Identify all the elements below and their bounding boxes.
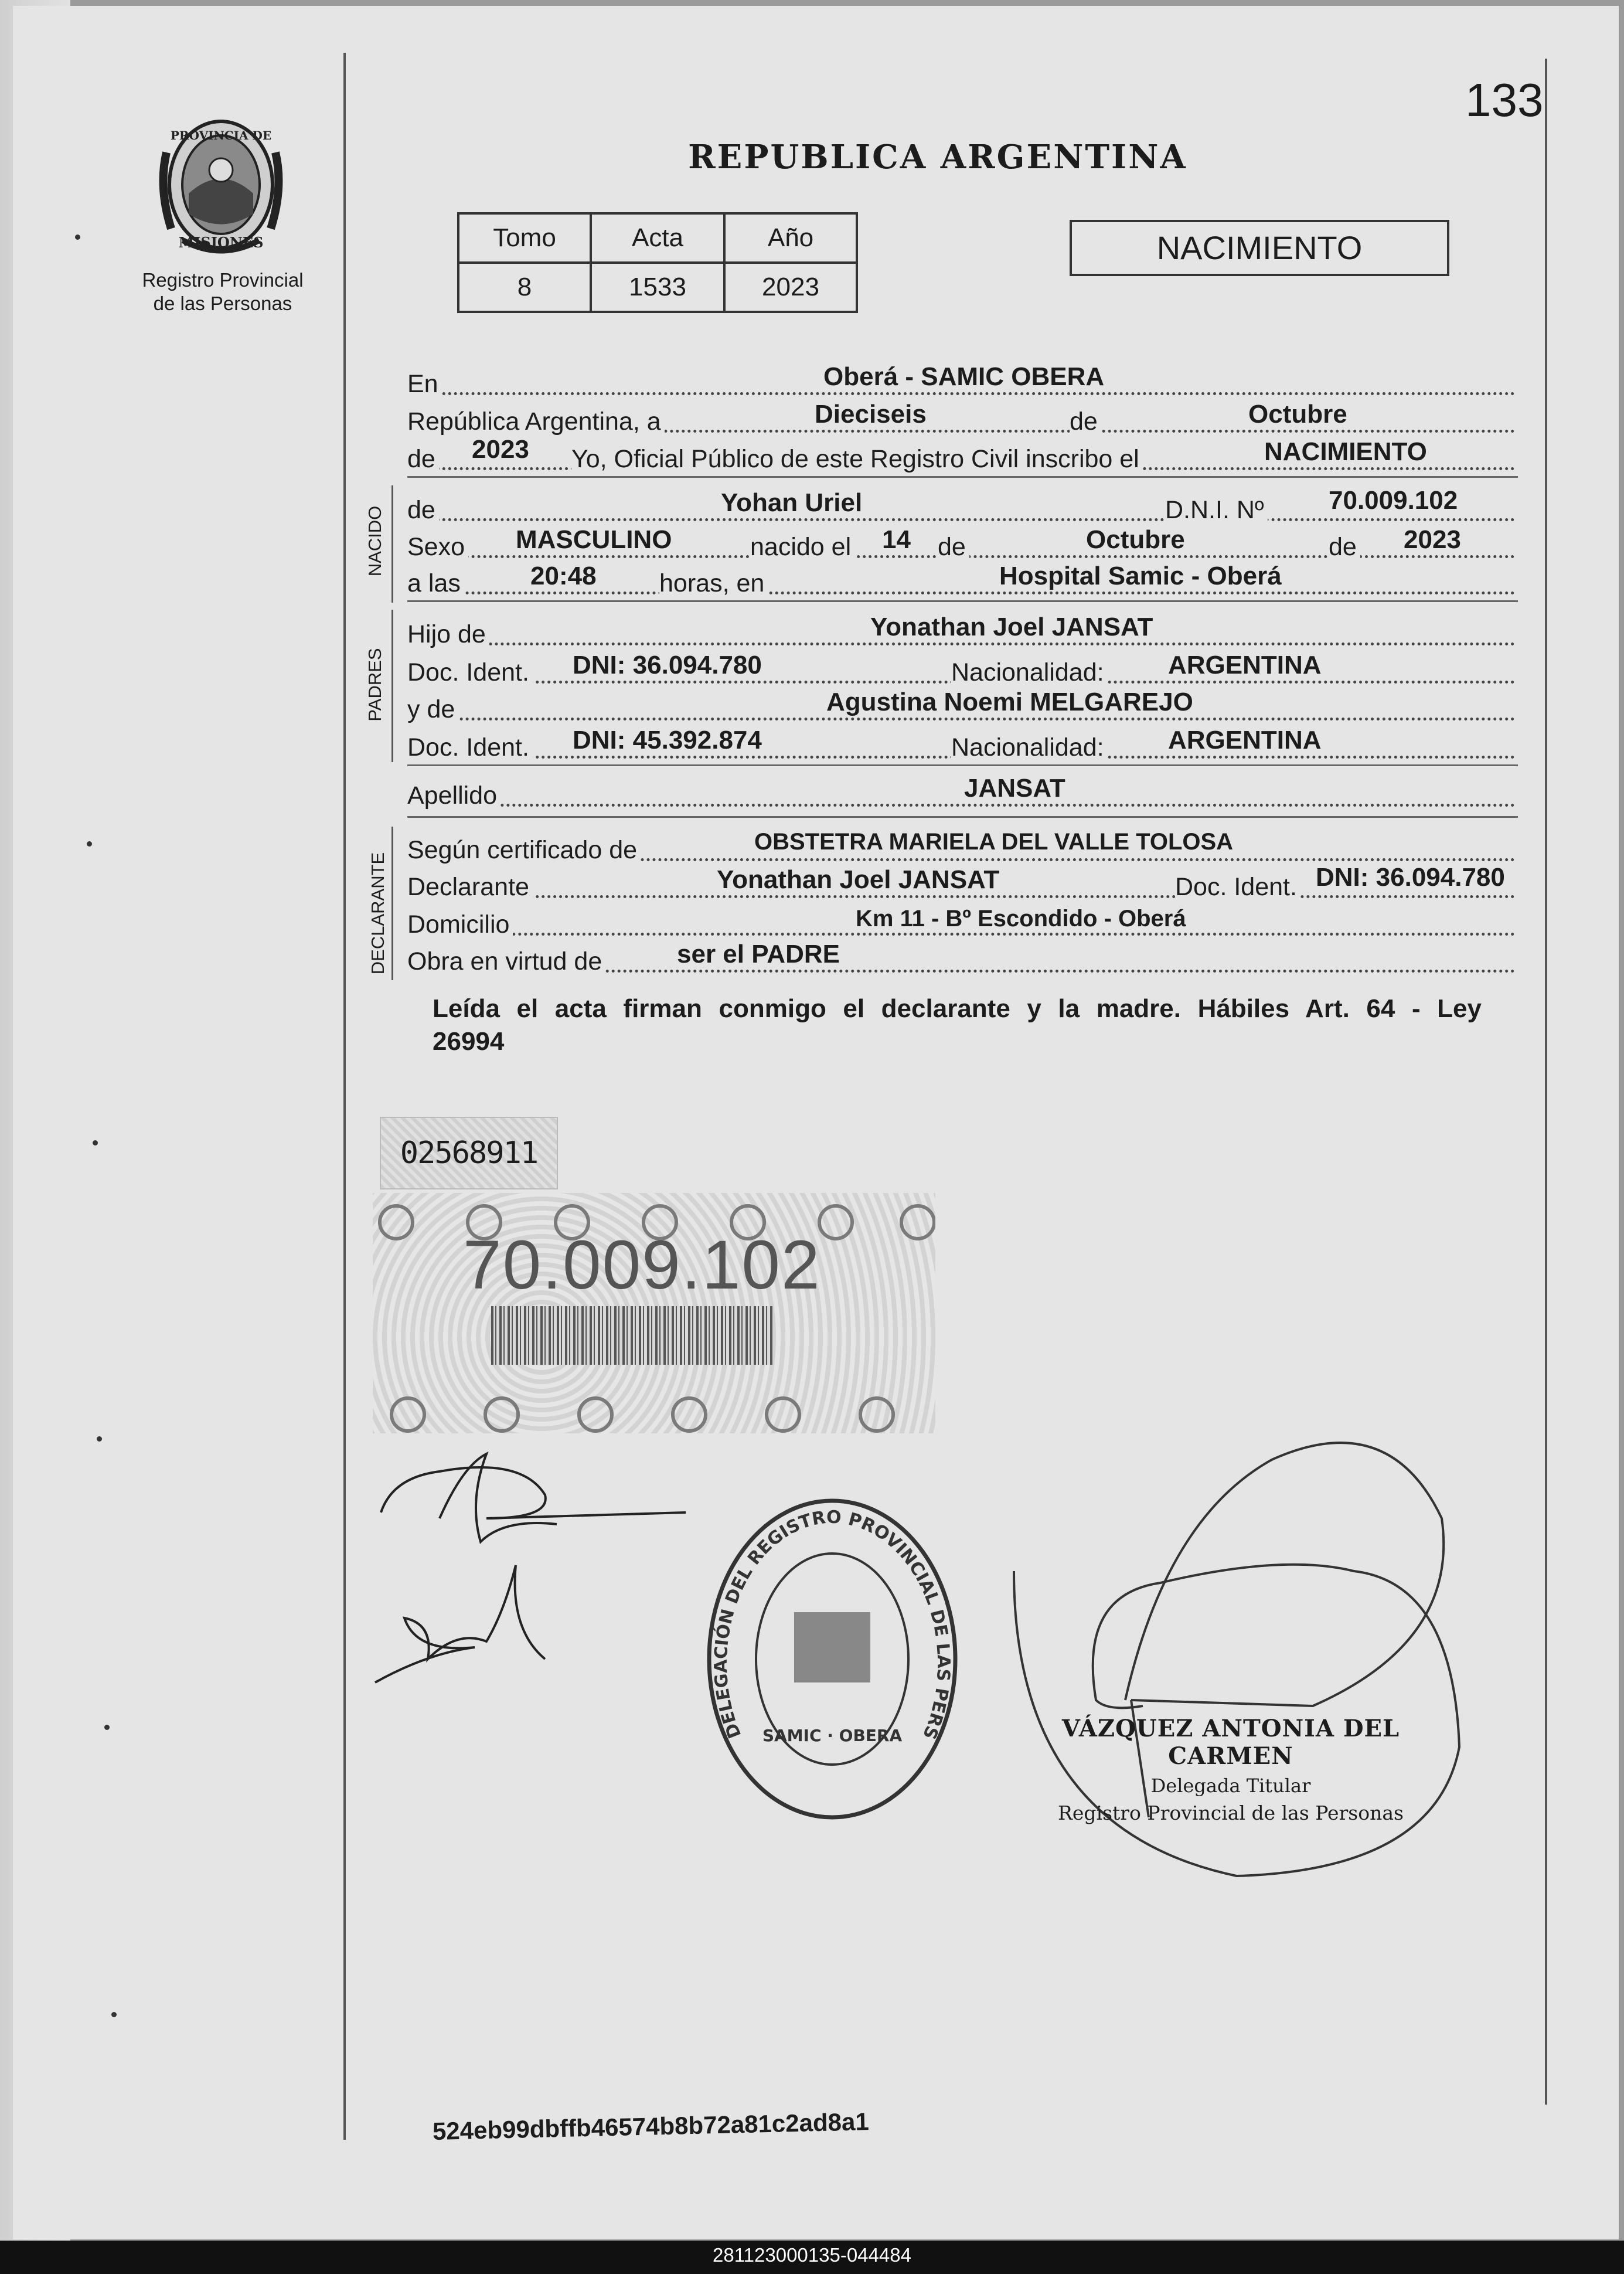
- label-domicilio: Domicilio: [407, 910, 513, 939]
- value-mother-doc: DNI: 45.392.874: [573, 726, 762, 754]
- value-father-nat: ARGENTINA: [1168, 651, 1322, 679]
- line-place: [407, 363, 1515, 402]
- line-date: [407, 401, 1515, 440]
- line-apellido: [407, 775, 1515, 814]
- document-title: REPUBLICA ARGENTINA: [688, 138, 1187, 176]
- official-role: Delegada Titular: [1150, 1775, 1311, 1797]
- label-de2: de: [407, 445, 439, 474]
- label-y-de: y de: [407, 695, 458, 724]
- divider: [407, 476, 1518, 478]
- signature-declarante: [369, 1430, 697, 1551]
- footer-code: 281123000135-044484: [713, 2244, 911, 2266]
- label-en: En: [407, 370, 442, 399]
- closing-note-line2: 26994: [433, 1027, 505, 1056]
- value-certificado: OBSTETRA MARIELA DEL VALLE TOLOSA: [754, 829, 1234, 855]
- right-margin-rule: [1545, 59, 1547, 2105]
- signature-madre: [369, 1548, 563, 1691]
- value-mother-nat: ARGENTINA: [1168, 726, 1322, 754]
- line-time: [407, 563, 1515, 601]
- divider: [407, 816, 1518, 818]
- record-type-box: NACIMIENTO: [1070, 220, 1449, 276]
- value-obra: ser el PADRE: [677, 940, 840, 968]
- line-birth: [407, 526, 1515, 565]
- value-mother: Agustina Noemi MELGAREJO: [826, 688, 1193, 716]
- label-sexo: Sexo: [407, 533, 468, 562]
- section-rule-padres: [391, 610, 393, 762]
- official-stamp: [1037, 1715, 1424, 1824]
- line-father: [407, 614, 1515, 652]
- svg-text:MISIONES: MISIONES: [178, 234, 264, 251]
- value-tomo: 8: [458, 263, 591, 312]
- left-margin-rule: [343, 53, 346, 2140]
- value-birth-month: Octubre: [1086, 525, 1185, 554]
- label-inscribe: Yo, Oficial Público de este Registro Civil inscribo el: [571, 445, 1143, 474]
- value-father: Yonathan Joel JANSAT: [870, 613, 1153, 641]
- section-label-declarante: DECLARANTE: [367, 852, 388, 975]
- provincia-seal-logo: [154, 111, 288, 264]
- label-nac-father: Nacionalidad:: [951, 658, 1108, 687]
- registry-line2: de las Personas: [153, 293, 292, 314]
- value-year: 2023: [472, 435, 529, 464]
- label-dni: D.N.I. Nº: [1165, 496, 1268, 525]
- label-hijo-de: Hijo de: [407, 620, 489, 649]
- punch-dot: [93, 1140, 98, 1146]
- closing-note-line1: Leída el acta firman conmigo el declarante y la madre. Hábiles Art. 64 - Ley: [433, 994, 1482, 1023]
- svg-text:DELEGACIÓN DEL REGISTRO PROVIN: DELEGACIÓN DEL REGISTRO PROVINCIAL DE LAS PERS: [710, 1507, 954, 1742]
- sticker-dni-number: 70.009.102: [463, 1226, 821, 1304]
- line-father-doc: [407, 652, 1515, 691]
- punch-dot: [75, 234, 80, 240]
- registry-line1: Registro Provincial: [142, 269, 304, 291]
- punch-dot: [111, 2012, 117, 2017]
- line-obra: [407, 941, 1515, 980]
- label-de-month: de: [938, 533, 969, 562]
- divider: [407, 764, 1518, 766]
- label-horas: horas, en: [659, 569, 768, 598]
- label-doc-declarante: Doc. Ident.: [1175, 873, 1300, 902]
- value-declarante: Yonathan Joel JANSAT: [717, 865, 1000, 894]
- label-nac-mother: Nacionalidad:: [951, 733, 1108, 762]
- value-inscribe: NACIMIENTO: [1264, 437, 1427, 466]
- punch-dot: [87, 841, 92, 847]
- value-child-name: Yohan Uriel: [721, 488, 863, 517]
- registry-round-stamp: [700, 1489, 964, 1832]
- label-doc-mother: Doc. Ident.: [407, 733, 533, 762]
- barcode: [491, 1306, 772, 1365]
- certificate-page: [13, 6, 1619, 2239]
- label-doc-father: Doc. Ident.: [407, 658, 533, 687]
- value-day: Dieciseis: [815, 400, 927, 429]
- label-apellido: Apellido: [407, 781, 501, 810]
- value-time: 20:48: [530, 562, 597, 590]
- label-declarante: Declarante: [407, 873, 533, 902]
- punch-dot: [104, 1725, 110, 1730]
- svg-text:SAMIC · OBERA: SAMIC · OBERA: [762, 1726, 903, 1745]
- value-apellido: JANSAT: [964, 774, 1065, 803]
- line-domicilio: [407, 904, 1515, 943]
- serial-number: 02568911: [380, 1117, 558, 1189]
- label-alas: a las: [407, 569, 464, 598]
- value-month: Octubre: [1248, 400, 1347, 429]
- value-father-doc: DNI: 36.094.780: [573, 651, 762, 679]
- record-table: [457, 212, 858, 313]
- section-rule-declarante: [391, 827, 393, 980]
- value-ano: 2023: [724, 263, 857, 312]
- page-number: 133: [1465, 74, 1544, 126]
- punch-dot: [97, 1436, 102, 1442]
- line-declarante: [407, 863, 1515, 905]
- section-label-padres: PADRES: [365, 648, 385, 722]
- line-mother-doc: [407, 727, 1515, 766]
- value-birth-place: Hospital Samic - Oberá: [999, 562, 1282, 590]
- section-rule-nacido: [391, 485, 393, 603]
- header-ano: Año: [724, 213, 857, 263]
- label-nacido-el: nacido el: [750, 533, 854, 562]
- line-inscribe: [407, 435, 1515, 477]
- value-sexo: MASCULINO: [516, 525, 672, 554]
- registry-name: [120, 268, 325, 315]
- line-name: [407, 486, 1515, 528]
- header-acta: Acta: [591, 213, 724, 263]
- label-de-year: de: [1329, 533, 1360, 562]
- label-obra: Obra en virtud de: [407, 947, 605, 976]
- divider: [407, 600, 1518, 602]
- label-country: República Argentina, a: [407, 407, 665, 436]
- value-birth-year: 2023: [1404, 525, 1461, 554]
- value-birth-day: 14: [882, 525, 911, 554]
- value-child-dni: 70.009.102: [1329, 486, 1458, 515]
- official-name: VÁZQUEZ ANTONIA DEL CARMEN: [1061, 1715, 1400, 1770]
- value-domicilio: Km 11 - Bº Escondido - Oberá: [856, 906, 1186, 932]
- label-certificado: Según certificado de: [407, 836, 641, 865]
- value-place: Oberá - SAMIC OBERA: [823, 362, 1105, 391]
- section-label-nacido: NACIDO: [365, 505, 385, 577]
- header-tomo: Tomo: [458, 213, 591, 263]
- svg-text:PROVINCIA DE: PROVINCIA DE: [170, 128, 272, 142]
- label-de: de: [1070, 407, 1101, 436]
- document-hash: 524eb99dbffb46574b8b72a81c2ad8a1: [432, 2108, 870, 2145]
- value-doc-declarante: DNI: 36.094.780: [1316, 863, 1505, 892]
- line-mother: [407, 689, 1515, 728]
- value-acta: 1533: [591, 263, 724, 312]
- official-org: Registro Provincial de las Personas: [1058, 1801, 1404, 1824]
- label-de-name: de: [407, 496, 439, 525]
